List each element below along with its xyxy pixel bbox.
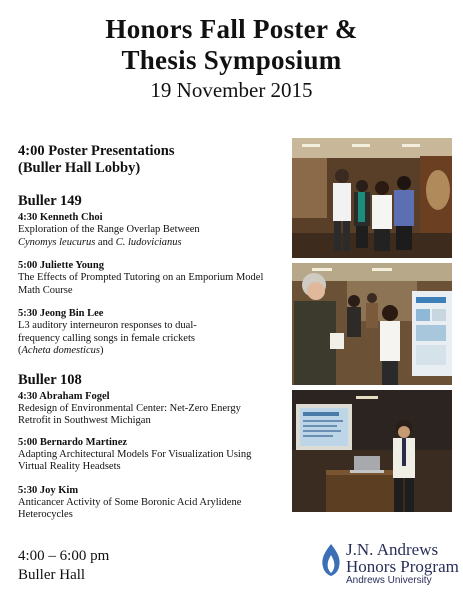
talk-time-speaker: 5:00 Juliette Young: [18, 260, 104, 271]
conjunction: and: [95, 236, 116, 248]
room-block-buller-108: [18, 372, 290, 522]
talk-item: [18, 259, 290, 297]
program-schedule: [18, 143, 290, 522]
photo-poster-viewing: [292, 263, 452, 385]
talk-title-line: The Effects of Prompted Tutoring on an Emporium Model: [18, 272, 264, 283]
photo-oral-presentation: [292, 390, 452, 512]
photo-students-group: [292, 138, 452, 258]
event-date: 19 November 2015: [150, 78, 313, 102]
talk-time-speaker: 5:30 Jeong Bin Lee: [18, 308, 104, 319]
talk-title-line: Exploration of the Range Overlap Between: [18, 224, 200, 235]
photo-students-group-image: [292, 138, 452, 258]
honors-program-logo: [318, 541, 458, 591]
event-place: Buller Hall: [18, 567, 86, 583]
talk-title-line: Redesign of Environmental Center: Net-Zero Energy: [18, 402, 241, 414]
flame-logo-icon: [318, 543, 344, 577]
title-line-2: Thesis Symposium: [121, 45, 342, 75]
talk-title-line: Math Course: [18, 284, 73, 296]
poster-session-title: 4:00 Poster Presentations: [18, 143, 175, 159]
species-name: Acheta domesticus: [21, 345, 100, 356]
talk-title-species-line: [18, 237, 290, 250]
title-line-1: Honors Fall Poster &: [105, 14, 358, 44]
talk-item: [18, 484, 290, 522]
talk-item: [18, 307, 290, 358]
poster-session: [18, 143, 290, 177]
event-time-place: [18, 547, 109, 585]
talk-title-line: Anticancer Activity of Some Boronic Acid Arylidene: [18, 496, 242, 508]
talk-time-speaker: 4:30 Kenneth Choi: [18, 212, 103, 223]
talk-title-line: Heterocycles: [18, 509, 73, 520]
species-name: Cynomys leucurus: [18, 236, 96, 248]
room-block-buller-149: [18, 193, 290, 358]
logo-wordmark: [346, 541, 461, 587]
talk-time-speaker: 4:30 Abraham Fogel: [18, 390, 110, 402]
talk-title-species-line: (Acheta domesticus): [18, 345, 104, 356]
room-name: Buller 108: [18, 371, 82, 388]
photo-oral-presentation-image: [292, 390, 452, 512]
talk-title-line: Virtual Reality Headsets: [18, 461, 121, 472]
logo-line-1: J.N. Andrews: [346, 540, 439, 559]
talk-item: [18, 436, 290, 474]
poster-session-location: (Buller Hall Lobby): [18, 160, 141, 176]
talk-title-line: Adapting Architectural Models For Visualization Using: [18, 448, 252, 460]
photo-poster-viewing-image: [292, 263, 452, 385]
talk-time-speaker: 5:30 Joy Kim: [18, 484, 79, 496]
event-time: 4:00 – 6:00 pm: [18, 548, 110, 564]
logo-line-2: Honors Program: [346, 557, 459, 576]
logo-line-3: Andrews University: [346, 575, 432, 586]
talk-title-line: frequency calling songs in female crickets: [18, 332, 195, 344]
talk-item: [18, 390, 290, 428]
poster-header: [0, 14, 463, 103]
species-name: C. ludovicianus: [115, 236, 182, 248]
room-name: Buller 149: [18, 193, 82, 209]
talk-item: [18, 211, 290, 249]
talk-title-line: L3 auditory interneuron responses to dual-: [18, 320, 197, 331]
talk-time-speaker: 5:00 Bernardo Martinez: [18, 436, 128, 448]
talk-title-line: Retrofit in Southwest Michigan: [18, 415, 151, 426]
